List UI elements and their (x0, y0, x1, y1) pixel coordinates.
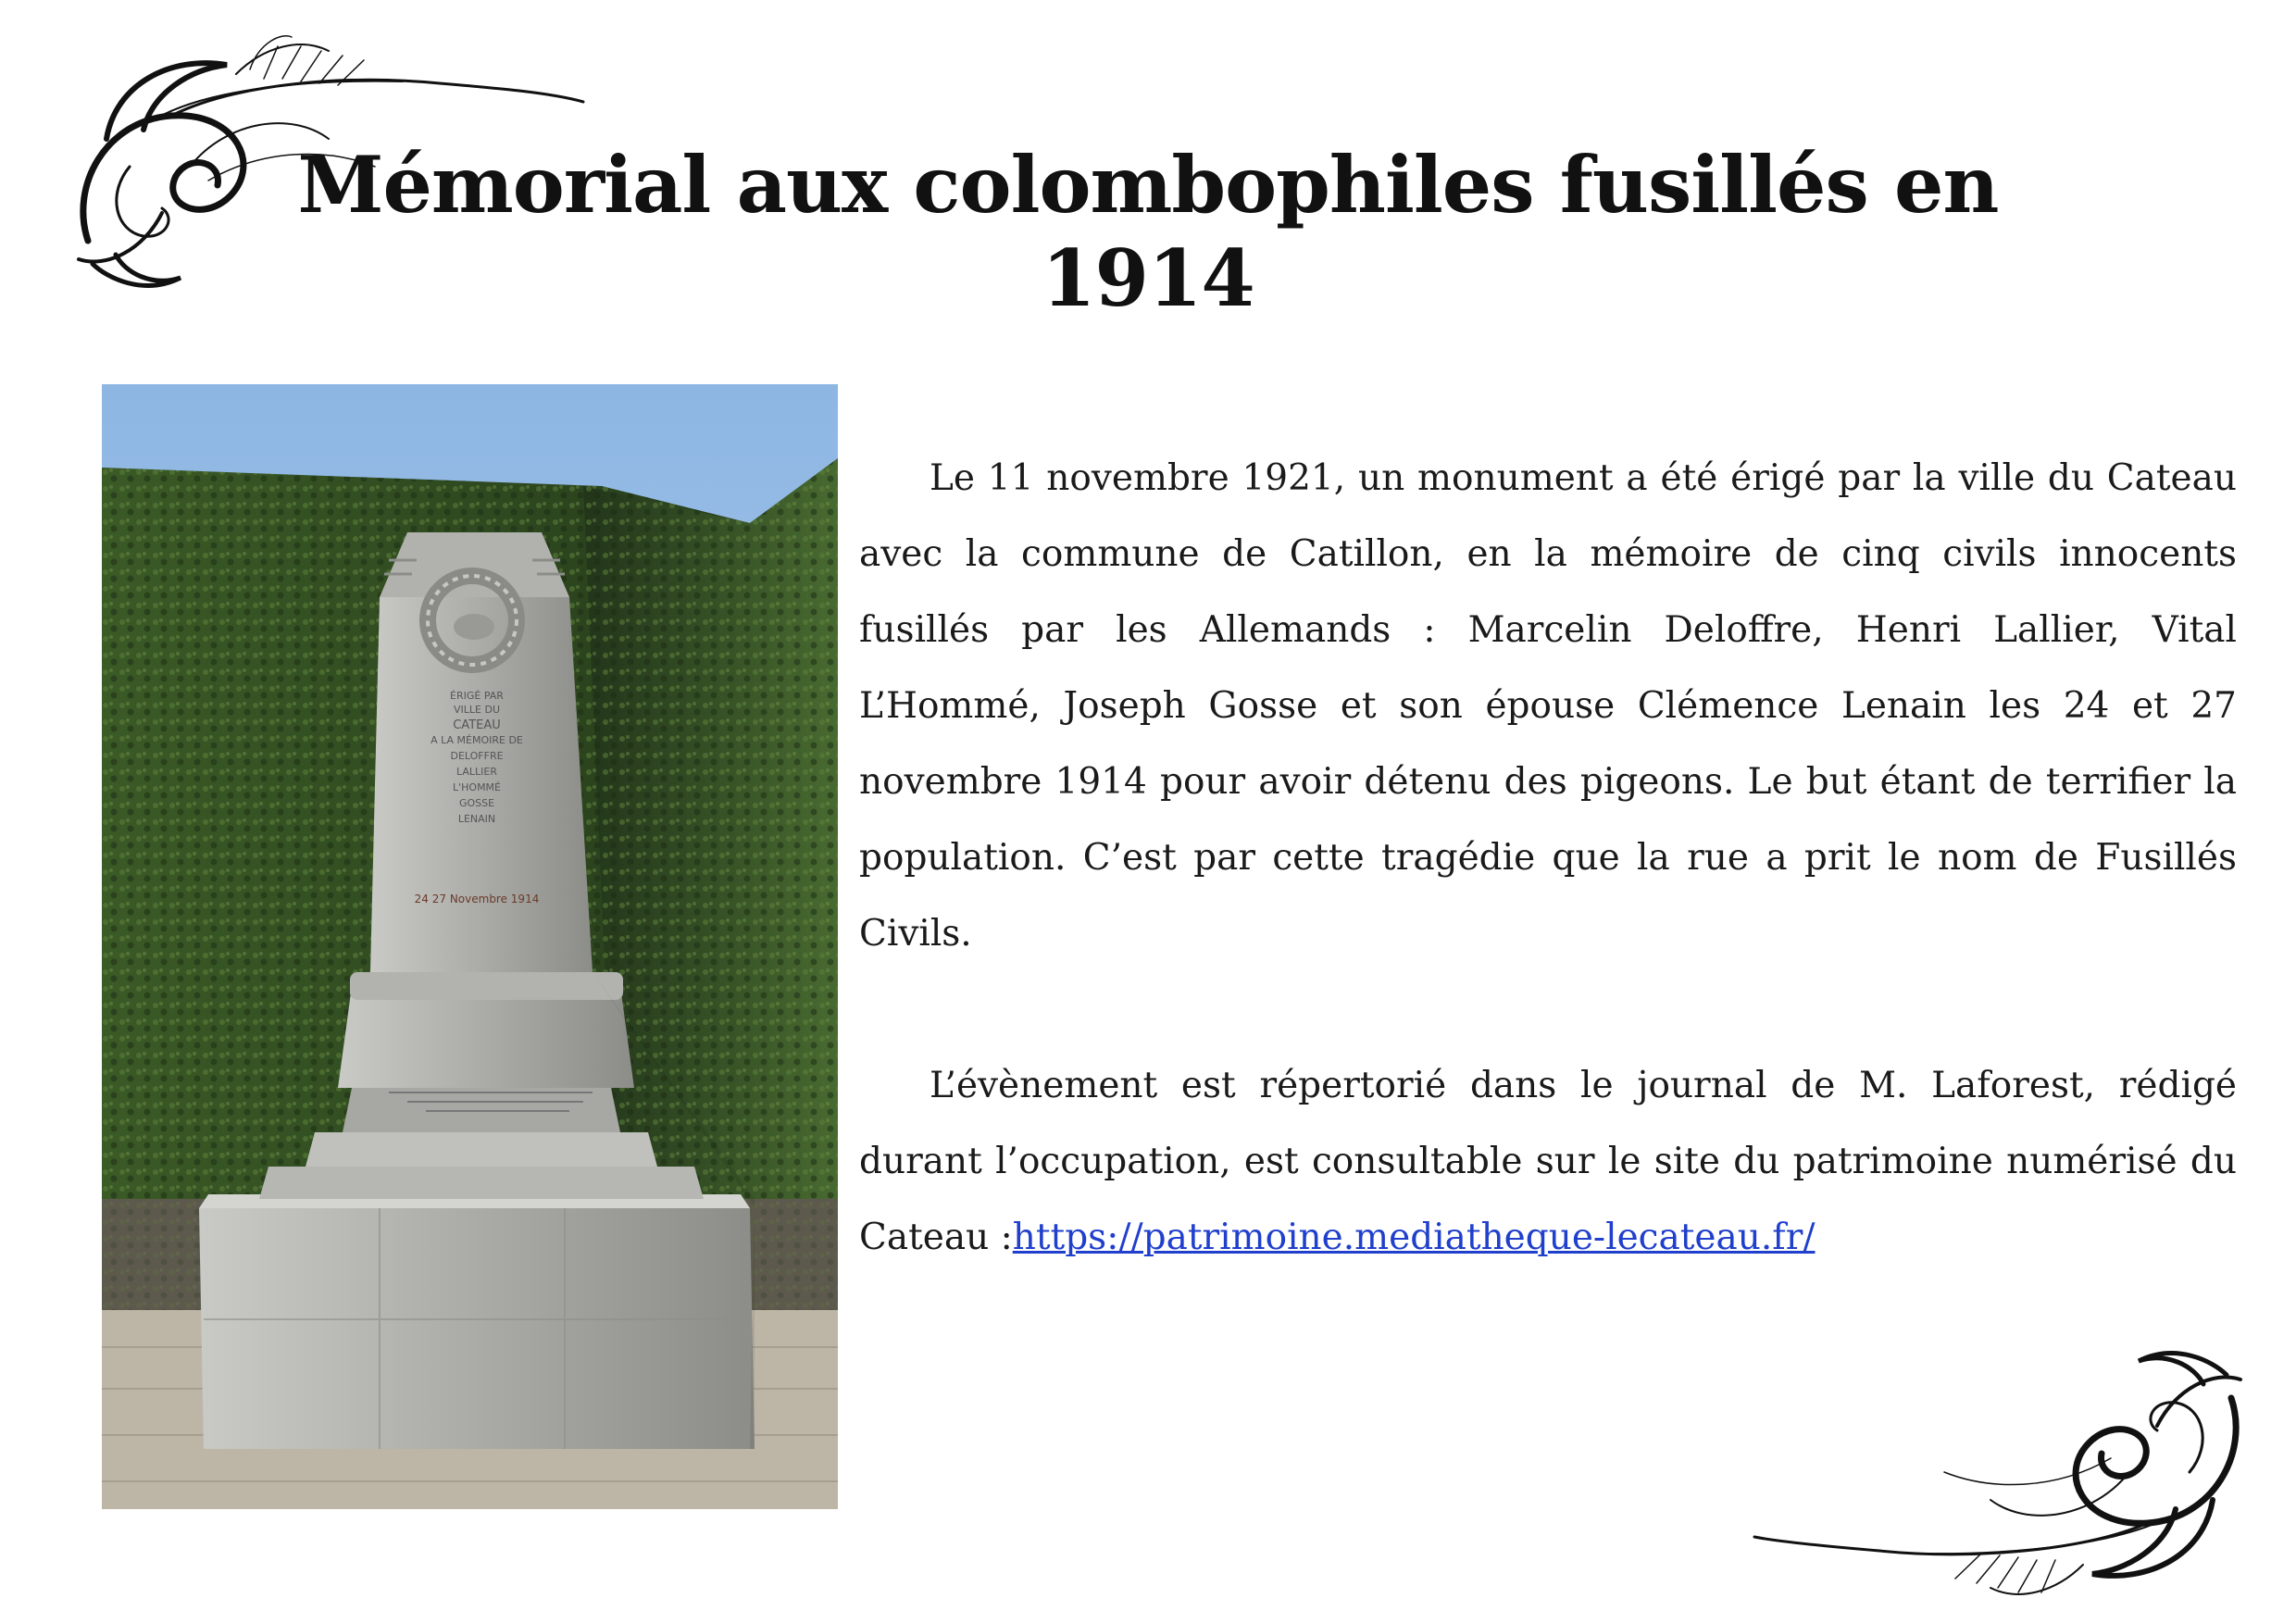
flourish-ornament-bottom-right (1750, 1342, 2268, 1606)
inscription-line: DELOFFRE (450, 750, 504, 762)
memorial-illustration (102, 384, 838, 1509)
inscription-line: ÉRIGÉ PAR (450, 690, 504, 702)
paragraph-source-text: L’évènement est répertorié dans le journal de M. Laforest, rédigé durant l’occupation, est consultable sur le site du patrimoine numérisé du Cateau : (859, 1065, 2237, 1258)
article-body (859, 441, 2237, 1276)
inscription-line: VILLE DU (454, 704, 500, 716)
inscription-line: A LA MÉMOIRE DE (430, 734, 523, 746)
inscription-line: GOSSE (458, 797, 495, 809)
inscription-line: LENAIN (457, 813, 496, 825)
page-title: Mémorial aux colombophiles fusillés en 1914 (297, 139, 1999, 324)
paragraph-monument-history: Le 11 novembre 1921, un monument a été érigé par la ville du Cateau avec la commune de Catillon, en la mémoire de cinq civils innocents fusillés par les Allemands : Marcelin Deloffre, Henri Lallier, Vital L’Hommé, Joseph Gosse et son épouse Clémence Lenain les 24 et 27 novembre 1914 pour avoir détenu des pigeons. Le but étant de terrifier la population. C’est par cette tragédie que la rue a prit le nom de Fusillés Civils. (859, 457, 2237, 955)
inscription-line: CATEAU (453, 718, 501, 732)
inscription-line: 24 27 Novembre 1914 (414, 893, 540, 905)
patrimoine-link[interactable]: https://patrimoine.mediatheque-lecateau.fr/ (1012, 1217, 1816, 1258)
memorial-photo (102, 384, 838, 1509)
paragraph-source (859, 1048, 2237, 1276)
inscription-line: L'HOMMÉ (452, 781, 502, 793)
inscription-line: LALLIER (456, 766, 497, 778)
